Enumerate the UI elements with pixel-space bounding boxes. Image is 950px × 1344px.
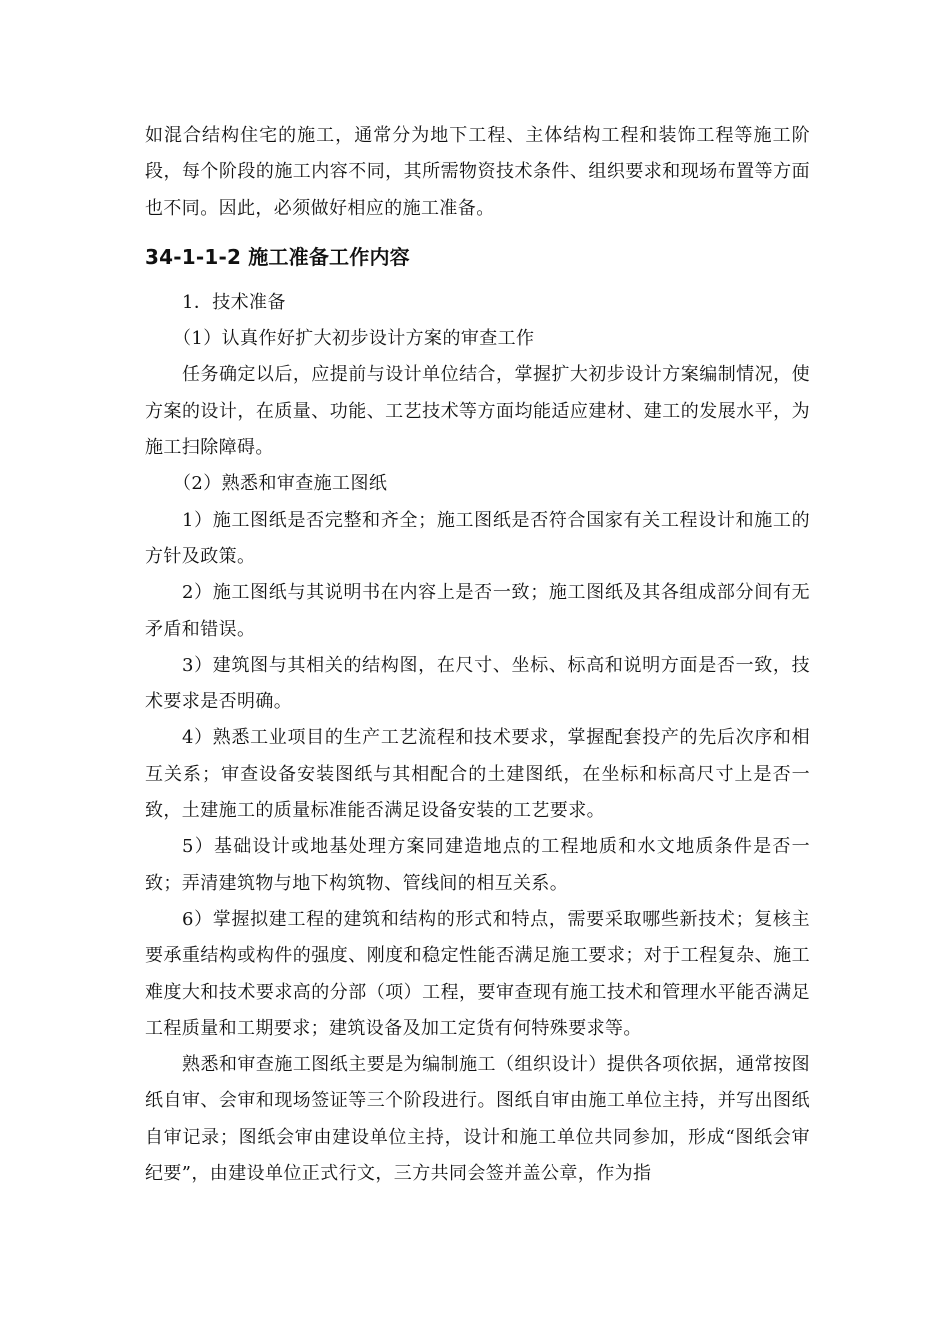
list-item: 3）建筑图与其相关的结构图，在尺寸、坐标、标高和说明方面是否一致，技术要求是否明确。 (145, 654, 810, 713)
list-item: 6）掌握拟建工程的建筑和结构的形式和特点，需要采取哪些新技术；复核主要承重结构或构件的强度、刚度和稳定性能否满足施工要求；对于工程复杂、施工难度大和技术要求高的分部（项）工程，要审查现有施工技术和管理水平能否满足工程质量和工期要求；建筑设备及加工定货有何特殊要求等。 (145, 908, 810, 1039)
subsection-title-drawing-review: （2）熟悉和审查施工图纸 (173, 473, 388, 495)
list-item: 1）施工图纸是否完整和齐全；施工图纸是否符合国家有关工程设计和施工的方针及政策。 (145, 509, 810, 567)
intro-paragraph: 如混合结构住宅的施工，通常分为地下工程、主体结构工程和装饰工程等施工阶段，每个阶段的施工内容不同，其所需物资技术条件、组织要求和现场布置等方面也不同。因此，必须做好相应的施工准备。 (145, 125, 810, 219)
section-heading: 34-1-1-2 施工准备工作内容 (145, 244, 410, 269)
section-title-technical-preparation: 1．技术准备 (182, 291, 286, 313)
list-item: 4）熟悉工业项目的生产工艺流程和技术要求，掌握配套投产的先后次序和相互关系；审查设备安装图纸与其相配合的土建图纸，在坐标和标高尺寸上是否一致，土建施工的质量标准能否满足设备安装的工艺要求。 (145, 727, 810, 822)
closing-paragraph: 熟悉和审查施工图纸主要是为编制施工（组织设计）提供各项依据，通常按图纸自审、会审和现场签证等三个阶段进行。图纸自审由施工单位主持，并写出图纸自审记录；图纸会审由建设单位主持，设计和施工单位共同参加，形成“图纸会审纪要”，由建设单位正式行文，三方共同会签并盖公章，作为指 (145, 1054, 810, 1185)
list-item: 5）基础设计或地基处理方案同建造地点的工程地质和水文地质条件是否一致；弄清建筑物与地下构筑物、管线间的相互关系。 (145, 836, 810, 894)
list-item: 2）施工图纸与其说明书在内容上是否一致；施工图纸及其各组成部分间有无矛盾和错误。 (145, 582, 810, 640)
document-page (145, 118, 810, 1192)
subsection-title-design-review: （1）认真作好扩大初步设计方案的审查工作 (173, 328, 535, 350)
design-review-paragraph: 任务确定以后，应提前与设计单位结合，掌握扩大初步设计方案编制情况，使方案的设计，在质量、功能、工艺技术等方面均能适应建材、建工的发展水平，为施工扫除障碍。 (145, 364, 810, 459)
